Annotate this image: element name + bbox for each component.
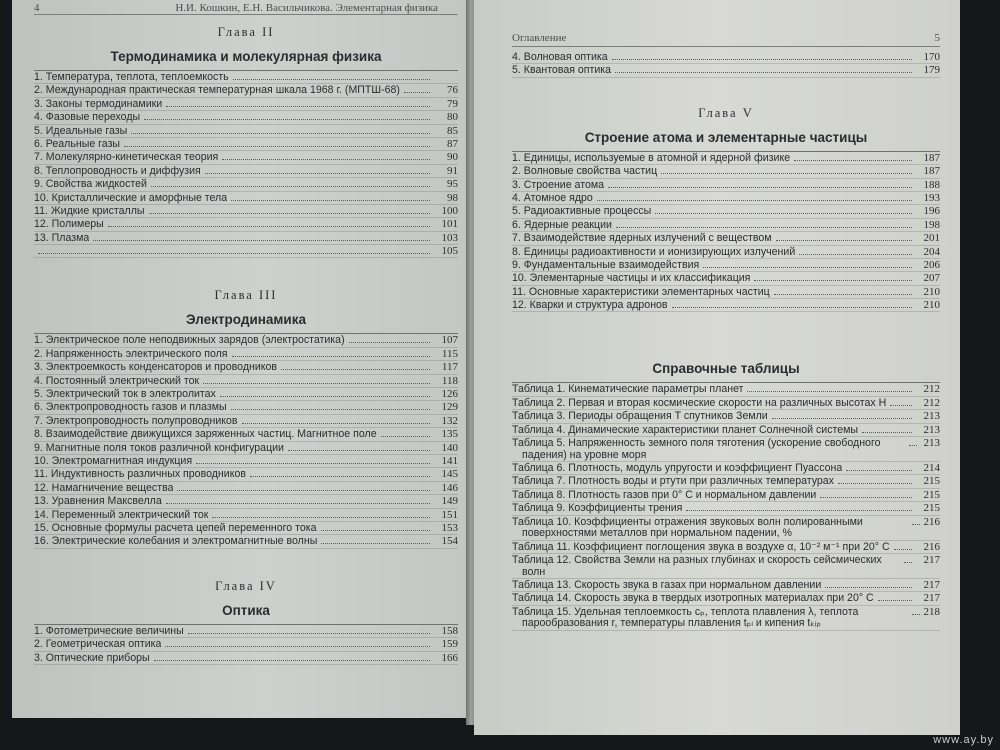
toc-entry-title: 7. Молекулярно-кинетическая теория [34, 151, 219, 164]
toc-entry [34, 455, 458, 468]
toc-leader-dots [890, 405, 912, 406]
toc-entry-page: 217 [923, 554, 940, 567]
toc-entry-title: 4. Атомное ядро [512, 191, 593, 204]
toc-entry-page: 212 [923, 396, 940, 409]
toc-entry [34, 361, 458, 374]
right-toc [512, 106, 940, 631]
toc-entry [34, 111, 458, 124]
toc-entry-page: 149 [441, 495, 458, 508]
toc-leader-dots [615, 72, 912, 73]
toc-entry [512, 192, 940, 205]
toc-leader-dots [909, 445, 917, 446]
toc-entry-page: 103 [441, 231, 458, 244]
toc-leader-dots [608, 187, 912, 188]
right-running-title: Оглавление [512, 32, 567, 44]
toc-entry-page: 91 [447, 164, 458, 177]
toc-leader-dots [222, 159, 430, 160]
toc-entry [512, 410, 940, 423]
toc-entry-title: Таблица 2. Первая и вторая космические скорости на различных высотах H [512, 396, 887, 409]
toc-entry-title: 5. Идеальные газы [34, 124, 128, 137]
toc-leader-dots [166, 503, 430, 504]
toc-list [34, 333, 458, 548]
toc-entry [34, 442, 458, 455]
toc-entry-page: 179 [923, 64, 940, 77]
toc-entry-title: 2. Волновые свойства частиц [512, 165, 658, 178]
section-title: Термодинамика и молекулярная физика [110, 49, 382, 64]
toc-leader-dots [747, 391, 912, 392]
toc-entry-page: 212 [923, 383, 940, 396]
toc-entry-page: 159 [441, 638, 458, 651]
toc-entry-title: 4. Постоянный электрический ток [34, 374, 200, 387]
toc-entry [34, 638, 458, 651]
toc-entry [34, 218, 458, 231]
watermark: www.ay.by [933, 734, 994, 746]
toc-leader-dots [321, 530, 430, 531]
toc-entry-page: 140 [441, 441, 458, 454]
toc-list [34, 70, 458, 258]
toc-entry-page: 117 [441, 361, 458, 374]
toc-leader-dots [616, 227, 912, 228]
toc-entry-page: 98 [447, 191, 458, 204]
toc-entry-page: 166 [441, 651, 458, 664]
toc-leader-dots [597, 200, 912, 201]
section-title: Строение атома и элементарные частицы [584, 129, 868, 145]
toc-leader-dots [878, 600, 912, 601]
toc-entry [512, 179, 940, 192]
toc-entry-title: Таблица 4. Динамические характеристики планет Солнечной системы [512, 423, 859, 436]
toc-entry [512, 383, 940, 396]
toc-entry-page: 218 [923, 605, 940, 618]
toc-entry-page: 201 [923, 232, 940, 245]
toc-leader-dots [220, 396, 430, 397]
toc-entry-page: 90 [447, 151, 458, 164]
toc-entry-page: 146 [441, 481, 458, 494]
toc-leader-dots [799, 254, 912, 255]
toc-entry [512, 606, 940, 631]
toc-entry-title: Таблица 9. Коэффициенты трения [512, 502, 683, 515]
chapter-heading: Глава IV [215, 578, 277, 593]
toc-entry-title: 1. Температура, теплота, теплоемкость [34, 71, 229, 83]
toc-entry [512, 554, 940, 579]
toc-entry-title: 12. Полимеры [34, 218, 104, 231]
toc-entry-page: 141 [441, 454, 458, 467]
toc-entry-title: 10. Электромагнитная индукция [34, 454, 193, 467]
toc-leader-dots [912, 524, 920, 525]
toc-entry [34, 415, 458, 428]
toc-leader-dots [131, 133, 430, 134]
toc-entry [34, 522, 458, 535]
toc-entry-title: Таблица 5. Напряженность земного поля тяготения (ускорение свободного падения) на уровне моря [512, 438, 881, 461]
toc-leader-dots [686, 510, 912, 511]
toc-list [512, 382, 940, 630]
left-page [12, 0, 468, 718]
toc-entry [512, 397, 940, 410]
toc-entry-title: Таблица 7. Плотность воды и ртути при различных температурах [512, 475, 834, 488]
toc-leader-dots [188, 633, 430, 634]
section-spacer [512, 332, 940, 352]
toc-entry [512, 219, 940, 232]
toc-leader-dots [154, 660, 430, 661]
toc-entry-title: 13. Уравнения Максвелла [34, 495, 162, 508]
toc-entry-page: 204 [923, 245, 940, 258]
toc-entry-page: 107 [441, 334, 458, 347]
toc-leader-dots [776, 240, 912, 241]
toc-entry [512, 489, 940, 502]
toc-leader-dots [108, 226, 430, 227]
toc-entry-title: 2. Напряженность электрического поля [34, 347, 228, 360]
toc-entry-page: 100 [441, 204, 458, 217]
toc-leader-dots [233, 79, 430, 80]
toc-leader-dots [381, 436, 430, 437]
toc-entry [34, 98, 458, 111]
toc-entry-page: 115 [441, 347, 458, 360]
toc-entry-title: 3. Законы термодинамики [34, 97, 163, 110]
toc-entry-title: 9. Магнитные поля токов различной конфигурации [34, 441, 284, 454]
toc-entry-title: 1. Электрическое поле неподвижных зарядов (электростатика) [34, 334, 345, 347]
toc-entry [34, 138, 458, 151]
toc-entry-title: 4. Волновая оптика [512, 51, 608, 63]
toc-entry [34, 178, 458, 191]
toc-entry-title: Таблица 15. Удельная теплоемкость cₚ, теплота плавления λ, теплота парообразования r, температуры плавления tₚₗ и кипения tₖᵢₚ [512, 606, 859, 630]
toc-leader-dots [703, 267, 912, 268]
toc-entry-page: 158 [441, 624, 458, 637]
toc-entry [34, 428, 458, 441]
toc-leader-dots [165, 646, 430, 647]
section-spacer [34, 549, 458, 569]
toc-entry-page: 85 [447, 124, 458, 137]
toc-entry [512, 475, 940, 488]
toc-entry-title: 10. Кристаллические и аморфные тела [34, 191, 228, 204]
toc-entry [34, 125, 458, 138]
toc-entry-page: 145 [441, 468, 458, 481]
toc-leader-dots [177, 490, 430, 491]
toc-entry-page: 210 [923, 299, 940, 312]
section-spacer [512, 312, 940, 332]
toc-entry-title: Таблица 14. Скорость звука в твердых изотропных материалах при 20° C [512, 592, 874, 605]
toc-leader-dots [203, 383, 430, 384]
toc-entry [34, 334, 458, 347]
section-spacer [34, 258, 458, 278]
toc-leader-dots [242, 423, 430, 424]
toc-leader-dots [894, 549, 912, 550]
left-toc [34, 25, 458, 665]
toc-entry [512, 424, 940, 437]
toc-entry [34, 165, 458, 178]
toc-entry [512, 272, 940, 285]
toc-entry-page: 213 [923, 423, 940, 436]
toc-entry-page: 135 [441, 428, 458, 441]
toc-entry-title: 5. Квантовая оптика [512, 64, 612, 77]
toc-entry-page: 206 [923, 258, 940, 271]
toc-entry [34, 535, 458, 548]
toc-entry-title: 6. Реальные газы [34, 137, 121, 150]
toc-entry-page: 187 [923, 151, 940, 164]
toc-leader-dots [612, 59, 912, 60]
toc-entry [34, 509, 458, 522]
toc-entry [512, 232, 940, 245]
toc-entry [34, 71, 458, 84]
toc-leader-dots [38, 253, 430, 254]
toc-entry-title: 13. Плазма [34, 231, 90, 244]
toc-leader-dots [144, 119, 430, 120]
left-running-title: Н.И. Кошкин, Е.Н. Васильчикова. Элементарная физика [175, 2, 438, 14]
toc-entry-title: 5. Радиоактивные процессы [512, 205, 652, 218]
section-title: Справочные таблицы [652, 361, 800, 377]
toc-entry [34, 205, 458, 218]
left-page-number: 4 [34, 2, 40, 14]
toc-entry-title: Таблица 11. Коэффициент поглощения звука в воздухе α, 10⁻² м⁻¹ при 20° C [512, 541, 890, 553]
toc-entry-title: 7. Взаимодействие ядерных излучений с веществом [512, 232, 772, 245]
toc-entry-title: 8. Взаимодействие движущихся заряженных частиц. Магнитное поле [34, 428, 377, 441]
toc-entry-title: 11. Основные характеристики элементарных частиц [512, 285, 770, 298]
toc-entry [512, 592, 940, 605]
toc-entry-title: Таблица 3. Периоды обращения T спутников Земли [512, 410, 768, 423]
toc-entry [512, 502, 940, 515]
toc-leader-dots [288, 450, 430, 451]
toc-entry-page: 213 [923, 437, 940, 450]
toc-leader-dots [166, 106, 430, 107]
toc-entry-title: 16. Электрические колебания и электромагнитные волны [34, 535, 318, 548]
toc-entry [512, 259, 940, 272]
right-running-header [512, 0, 940, 47]
toc-leader-dots [912, 614, 920, 615]
toc-entry [34, 482, 458, 495]
toc-leader-dots [661, 173, 912, 174]
toc-entry-title: 8. Теплопроводность и диффузия [34, 164, 201, 177]
toc-entry [512, 165, 940, 178]
toc-leader-dots [794, 160, 912, 161]
toc-entry [34, 348, 458, 361]
toc-entry [512, 286, 940, 299]
toc-leader-dots [820, 497, 912, 498]
toc-entry-page: 196 [923, 205, 940, 218]
toc-entry-page: 95 [447, 178, 458, 191]
toc-entry [34, 468, 458, 481]
toc-leader-dots [250, 476, 430, 477]
toc-leader-dots [232, 356, 430, 357]
section-title: Оптика [222, 602, 270, 618]
toc-entry-page: 215 [923, 502, 940, 515]
toc-leader-dots [754, 280, 912, 281]
toc-entry [34, 84, 458, 97]
toc-leader-dots [655, 213, 912, 214]
toc-entry-title: 15. Основные формулы расчета цепей переменного тока [34, 521, 317, 534]
toc-entry [512, 541, 940, 555]
toc-entry-title: Таблица 13. Скорость звука в газах при нормальном давлении [512, 579, 822, 592]
toc-entry-title: Таблица 10. Коэффициенты отражения звуковых волн полированными поверхностями металлов при нормальном падении, % [512, 516, 863, 540]
toc-entry-page: 79 [447, 97, 458, 110]
toc-entry [512, 246, 940, 259]
chapter-heading: Глава III [214, 288, 278, 303]
toc-entry-title: 9. Фундаментальные взаимодействия [512, 258, 700, 271]
toc-entry [512, 462, 940, 475]
toc-entry [512, 516, 940, 541]
toc-entry-title: Таблица 1. Кинематические параметры планет [512, 383, 744, 396]
toc-entry [34, 401, 458, 414]
toc-entry [34, 388, 458, 401]
toc-entry [34, 151, 458, 164]
toc-entry-title: Таблица 8. Плотность газов при 0° C и нормальном давлении [512, 488, 817, 501]
toc-leader-dots [124, 146, 430, 147]
toc-leader-dots [846, 470, 912, 471]
toc-entry [512, 437, 940, 462]
toc-entry-page: 214 [923, 462, 940, 475]
toc-leader-dots [825, 587, 912, 588]
toc-leader-dots [774, 294, 912, 295]
toc-leader-dots [196, 463, 430, 464]
toc-entry-title: Таблица 12. Свойства Земли на разных глубинах и скорость сейсмических волн [512, 555, 882, 578]
toc-entry-page: 118 [441, 374, 458, 387]
toc-entry-page: 101 [441, 218, 458, 231]
toc-leader-dots [321, 543, 430, 544]
toc-entry-title: 9. Свойства жидкостей [34, 178, 147, 191]
toc-entry-page: 105 [441, 245, 458, 258]
toc-entry [34, 375, 458, 388]
toc-entry-page: 215 [923, 488, 940, 501]
toc-leader-dots [862, 432, 912, 433]
right-page-number: 5 [934, 32, 940, 44]
toc-entry-page: 126 [441, 388, 458, 401]
toc-entry [512, 51, 940, 64]
toc-entry-title: 12. Намагничение вещества [34, 481, 174, 494]
toc-entry-page: 87 [447, 137, 458, 150]
toc-leader-dots [772, 418, 912, 419]
toc-entry-title: 4. Фазовые переходы [34, 111, 141, 124]
toc-entry [512, 299, 940, 312]
toc-entry-page: 188 [923, 178, 940, 191]
toc-entry-page: 217 [923, 579, 940, 592]
left-running-header [34, 0, 458, 15]
toc-leader-dots [838, 483, 912, 484]
toc-leader-dots [93, 240, 430, 241]
toc-entry-page: 151 [441, 508, 458, 521]
toc-entry-page: 216 [923, 540, 940, 553]
toc-entry-title: 3. Строение атома [512, 178, 605, 191]
toc-entry-title: 1. Фотометрические величины [34, 624, 184, 637]
toc-entry [34, 625, 458, 638]
toc-entry-title: 10. Элементарные частицы и их классификация [512, 272, 751, 285]
toc-list [34, 624, 458, 665]
toc-entry-page: 216 [923, 515, 940, 528]
toc-leader-dots [904, 562, 912, 563]
toc-entry [512, 205, 940, 218]
toc-entry [34, 495, 458, 508]
toc-entry-page: 153 [441, 521, 458, 534]
toc-entry-title: 2. Геометрическая оптика [34, 638, 162, 651]
toc-leader-dots [672, 307, 912, 308]
toc-entry-page: 210 [923, 285, 940, 298]
toc-entry [512, 64, 940, 77]
toc-leader-dots [349, 342, 430, 343]
chapter-heading: Глава II [217, 25, 275, 39]
toc-entry-page: 132 [441, 414, 458, 427]
toc-entry-page: 207 [923, 272, 940, 285]
toc-entry [512, 152, 940, 165]
chapter-heading: Глава V [698, 105, 754, 120]
toc-leader-dots [281, 369, 430, 370]
toc-entry-page: 76 [447, 84, 458, 97]
toc-entry [34, 652, 458, 665]
toc-entry [34, 192, 458, 205]
toc-leader-dots [231, 200, 430, 201]
toc-entry [512, 579, 940, 592]
toc-entry-title: 2. Международная практическая температурная шкала 1968 г. (МПТШ-68) [34, 84, 400, 97]
toc-entry-title: 7. Электропроводность полупроводников [34, 414, 238, 427]
toc-leader-dots [151, 186, 430, 187]
toc-entry-title: 6. Электропроводность газов и плазмы [34, 401, 227, 414]
toc-entry-title: 14. Переменный электрический ток [34, 508, 209, 521]
right-continued-toc [512, 51, 940, 78]
toc-entry-page: 154 [441, 535, 458, 548]
toc-entry-title: 3. Электроемкость конденсаторов и проводников [34, 361, 278, 374]
toc-entry-title: 3. Оптические приборы [34, 651, 150, 664]
toc-entry-title: 6. Ядерные реакции [512, 218, 612, 231]
toc-entry [34, 232, 458, 245]
toc-list [512, 151, 940, 313]
toc-entry [34, 245, 458, 258]
toc-entry-page: 215 [923, 475, 940, 488]
toc-entry-title: Таблица 6. Плотность, модуль упругости и коэффициент Пуассона [512, 462, 843, 475]
toc-entry-page: 129 [441, 401, 458, 414]
toc-entry-page: 198 [923, 218, 940, 231]
section-title: Электродинамика [186, 312, 306, 328]
toc-entry-page: 193 [923, 191, 940, 204]
toc-entry-title: 11. Индуктивность различных проводников [34, 468, 246, 481]
toc-entry-title: 12. Кварки и структура адронов [512, 299, 668, 312]
toc-entry-title: 1. Единицы, используемые в атомной и ядерной физике [512, 151, 791, 164]
toc-entry-title: 11. Жидкие кристаллы [34, 204, 145, 217]
toc-leader-dots [404, 92, 430, 93]
toc-entry-page: 80 [447, 111, 458, 124]
toc-entry-title: 5. Электрический ток в электролитах [34, 388, 216, 401]
toc-leader-dots [205, 173, 430, 174]
toc-leader-dots [149, 213, 431, 214]
toc-entry-title: 8. Единицы радиоактивности и ионизирующих излучений [512, 245, 796, 258]
toc-leader-dots [231, 409, 430, 410]
right-page [474, 0, 960, 735]
toc-entry-page: 217 [923, 592, 940, 605]
toc-entry-page: 213 [923, 410, 940, 423]
toc-entry-page: 170 [923, 51, 940, 63]
toc-entry-page: 187 [923, 165, 940, 178]
toc-leader-dots [212, 517, 430, 518]
